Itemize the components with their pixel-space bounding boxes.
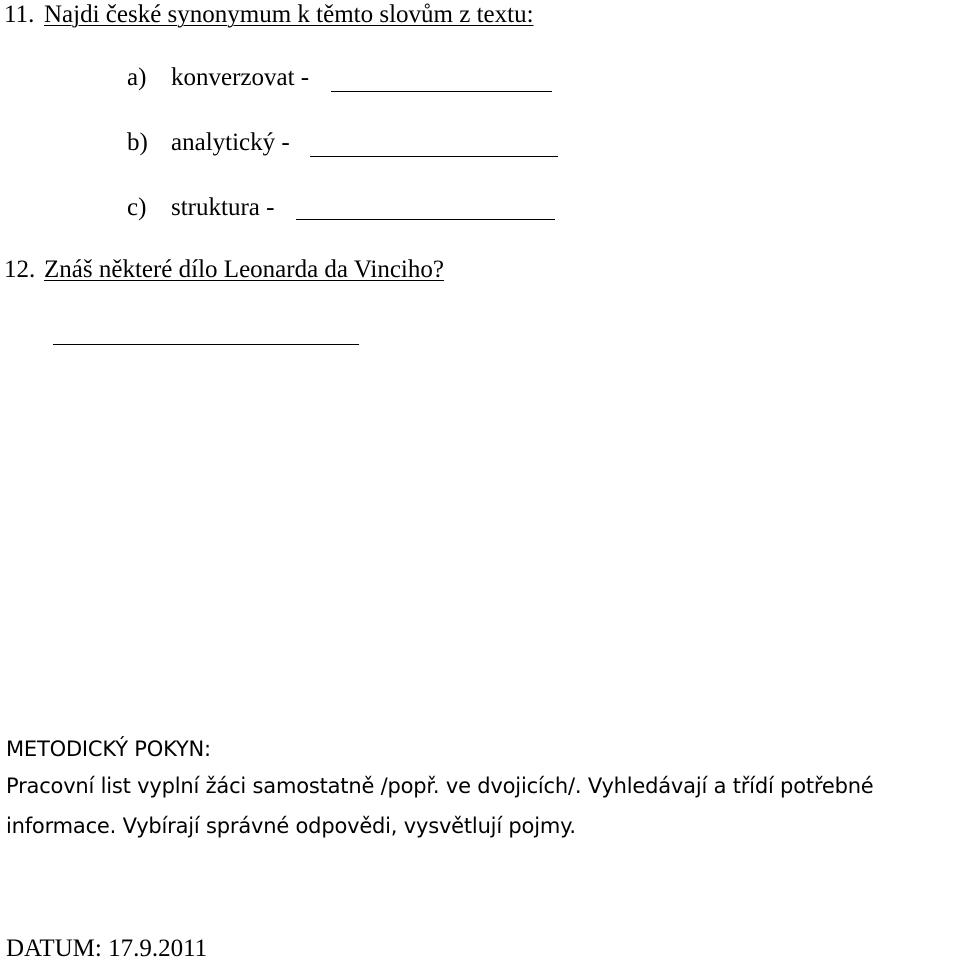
- item-b: [127, 128, 290, 158]
- item-a-word: konverzovat -: [171, 64, 310, 91]
- item-c-word: struktura -: [171, 194, 275, 221]
- metodicky-line-1: Pracovní list vyplní žáci samostatně /popř. ve dvojicích/. Vyhledávají a třídí potřebné: [6, 774, 874, 798]
- question-11: [4, 0, 534, 30]
- question-12-text: Znáš některé dílo Leonarda da Vinciho?: [44, 256, 444, 283]
- answer-blank-12[interactable]: [53, 344, 359, 345]
- item-c-label: c): [127, 194, 147, 221]
- answer-blank-c[interactable]: [296, 219, 555, 220]
- question-11-number: 11.: [4, 1, 35, 28]
- question-11-text: Najdi české synonymum k těmto slovům z textu:: [44, 1, 534, 28]
- item-b-word: analytický -: [171, 129, 290, 156]
- item-b-label: b): [127, 129, 148, 156]
- item-a: [127, 63, 309, 93]
- item-c: [127, 193, 274, 223]
- answer-blank-a[interactable]: [331, 91, 552, 92]
- metodicky-line-2: informace. Vybírají správné odpovědi, vysvětlují pojmy.: [6, 814, 576, 838]
- question-12-number: 12.: [4, 256, 36, 283]
- datum: DATUM: 17.9.2011: [6, 935, 208, 962]
- question-12: [4, 255, 444, 285]
- metodicky-heading: METODICKÝ POKYN:: [6, 737, 211, 761]
- item-a-label: a): [127, 64, 147, 91]
- answer-blank-b[interactable]: [310, 156, 558, 157]
